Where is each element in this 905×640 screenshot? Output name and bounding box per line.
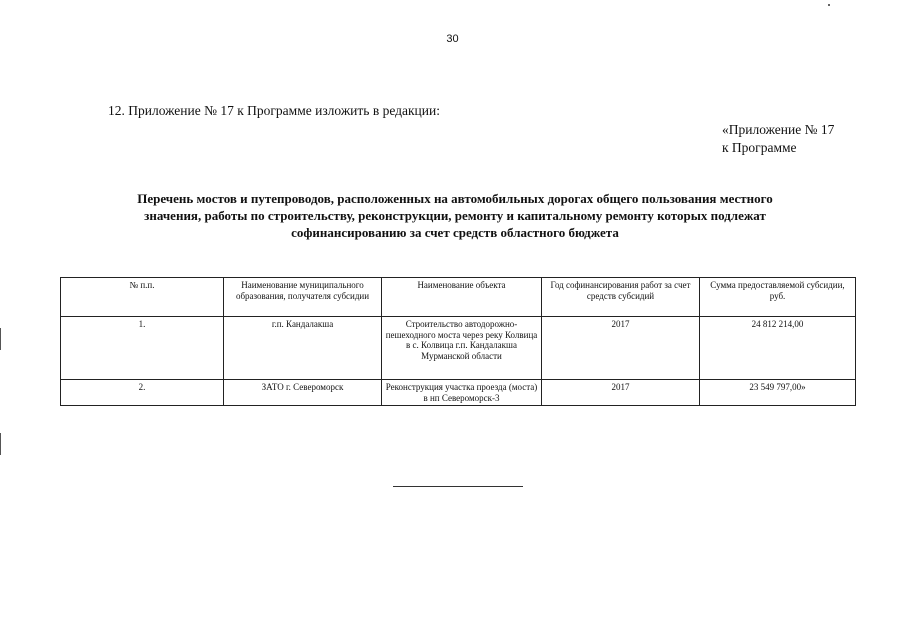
header-amount: Сумма предоставляемой субсидии, руб.: [700, 278, 856, 317]
cell-municipality: ЗАТО г. Североморск: [224, 380, 382, 406]
page-number: 30: [446, 33, 459, 45]
amendment-item-text: 12. Приложение № 17 к Программе изложить в редакции:: [108, 103, 440, 118]
table-header-row: [61, 278, 856, 317]
bridges-table: [60, 277, 856, 406]
document-title: [60, 190, 850, 241]
cell-municipality: г.п. Кандалакша: [224, 317, 382, 380]
table-row: [61, 317, 856, 380]
header-year: Год софинансирования работ за счет средств субсидий: [542, 278, 700, 317]
cell-number: 1.: [61, 317, 224, 380]
cell-object: Строительство автодорожно-пешеходного моста через реку Колвица в с. Колвица г.п. Кандалакша Мурманской области: [382, 317, 542, 380]
header-number: № п.п.: [61, 278, 224, 317]
header-object: Наименование объекта: [382, 278, 542, 317]
appendix-heading: [722, 121, 834, 157]
cell-amount: 23 549 797,00»: [700, 380, 856, 406]
header-municipality: Наименование муниципального образования, получателя субсидии: [224, 278, 382, 317]
footer-divider: [393, 486, 523, 487]
appendix-line-1: «Приложение № 17: [722, 122, 835, 137]
title-line: значения, работы по строительству, реконструкции, ремонту и капитальному ремонту которых подлежат: [144, 208, 766, 223]
appendix-line-2: к Программе: [722, 140, 797, 155]
scan-margin-mark: [0, 328, 1, 350]
cell-object: Реконструкция участка проезда (моста) в нп Североморск-3: [382, 380, 542, 406]
scan-speck: [828, 4, 830, 6]
cell-year: 2017: [542, 317, 700, 380]
cell-number: 2.: [61, 380, 224, 406]
cell-amount: 24 812 214,00: [700, 317, 856, 380]
cell-year: 2017: [542, 380, 700, 406]
title-line: софинансированию за счет средств областного бюджета: [291, 225, 619, 240]
title-line: Перечень мостов и путепроводов, расположенных на автомобильных дорогах общего пользования местного: [137, 191, 773, 206]
table-row: [61, 380, 856, 406]
scan-margin-mark: [0, 433, 1, 455]
